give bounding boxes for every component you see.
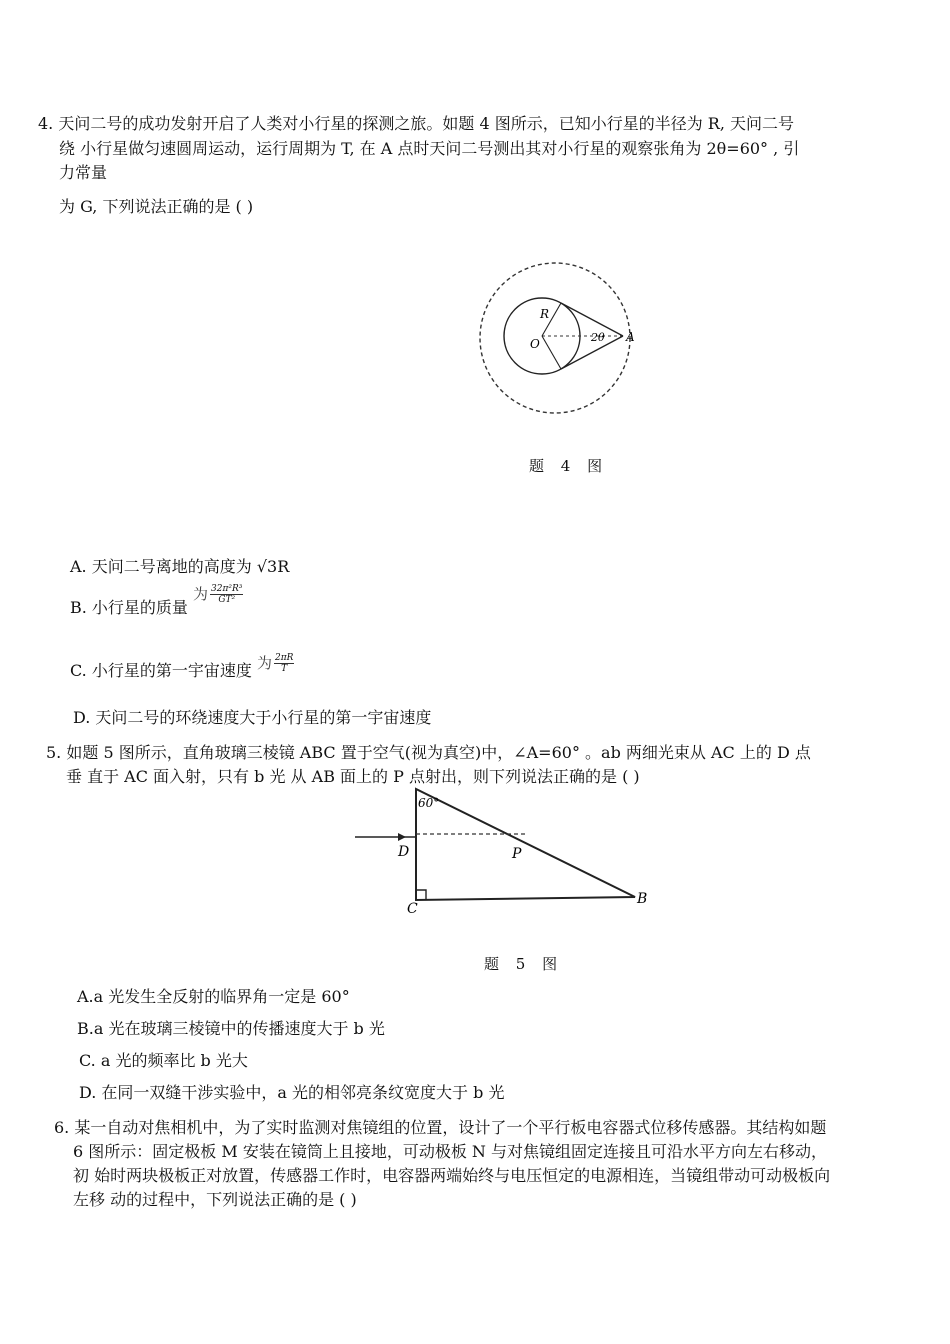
- q4-option-d: D. 天问二号的环绕速度大于小行星的第一宇宙速度: [73, 708, 432, 727]
- q6-stem-line-4: 左移 动的过程中，下列说法正确的是 ( ): [73, 1190, 357, 1209]
- label-O: O: [530, 337, 540, 351]
- q6-stem-line-3: 初 始时两块极板正对放置，传感器工作时，电容器两端始终与电压恒定的电源相连，当镜组带动可动极板向: [73, 1166, 831, 1185]
- formula-prefix: 为: [193, 585, 209, 603]
- ray-arrowhead: [398, 833, 406, 841]
- label-B: B: [637, 891, 648, 907]
- q4-option-c-text: C. 小行星的第一宇宙速度: [70, 661, 252, 680]
- prism-triangle: [416, 789, 635, 900]
- q4-option-a: A. 天问二号离地的高度为 √3R: [70, 557, 290, 576]
- formula-denominator: GT²: [218, 595, 236, 605]
- q4-stem-line-4: 为 G, 下列说法正确的是 ( ): [59, 197, 254, 216]
- q4-caption: 题 4 图: [529, 457, 609, 475]
- q6-stem-line-2: 6 图所示：固定极板 M 安装在镜筒上且接地，可动极板 N 与对焦镜组固定连接且可沿水平方向左右移动，: [73, 1142, 827, 1161]
- formula-numerator: 32π²R³: [211, 584, 243, 594]
- q4-stem-line-3: 力常量: [59, 163, 108, 182]
- formula-numerator: 2πR: [274, 653, 294, 663]
- q4-stem-line-2: 绕 小行星做匀速圆周运动，运行周期为 T, 在 A 点时天问二号测出其对小行星的观察张角为 2θ=60° , 引: [59, 139, 800, 158]
- formula-denominator: T: [281, 664, 288, 674]
- radius-line-lower: [542, 336, 561, 369]
- q4-option-b-text: B. 小行星的质量: [70, 598, 188, 617]
- q5-figure: [350, 787, 660, 917]
- label-D: D: [398, 844, 410, 860]
- label-P: P: [512, 846, 522, 862]
- q5-stem-line-2: 垂 直于 AC 面入射，只有 b 光 从 AB 面上的 P 点射出，则下列说法正确的是 ( ): [66, 767, 640, 786]
- label-angle: 2θ: [591, 331, 605, 344]
- q5-option-b: B.a 光在玻璃三棱镜中的传播速度大于 b 光: [77, 1019, 385, 1038]
- q5-option-a: A.a 光发生全反射的临界角一定是 60°: [77, 987, 350, 1006]
- q4-stem-line-1: 4. 天问二号的成功发射开启了人类对小行星的探测之旅。如题 4 图所示，已知小行星的半径为 R, 天问二号: [38, 114, 795, 133]
- q5-stem-line-1: 5. 如题 5 图所示，直角玻璃三棱镜 ABC 置于空气(视为真空)中，∠A=60° 。ab 两细光束从 AC 上的 D 点: [46, 743, 811, 762]
- q6-stem-line-1: 6. 某一自动对焦相机中，为了实时监测对焦镜组的位置，设计了一个平行板电容器式位移传感器。其结构如题: [54, 1118, 827, 1137]
- orbit-circle: [480, 263, 630, 413]
- q4-option-b: [70, 584, 243, 620]
- label-R: R: [540, 307, 550, 321]
- q5-option-d: D. 在同一双缝干涉实验中，a 光的相邻亮条纹宽度大于 b 光: [79, 1083, 505, 1102]
- q4-option-b-formula: [193, 584, 243, 603]
- q5-caption: 题 5 图: [484, 955, 564, 973]
- label-A: A: [626, 330, 635, 344]
- q5-option-c: C. a 光的频率比 b 光大: [79, 1051, 248, 1070]
- label-C: C: [407, 901, 418, 917]
- formula-prefix: 为: [256, 654, 272, 672]
- q4-option-c-formula: [257, 653, 294, 672]
- right-angle-mark: [416, 890, 426, 900]
- label-angle-60: 60°: [418, 796, 440, 810]
- q4-figure: [440, 260, 650, 420]
